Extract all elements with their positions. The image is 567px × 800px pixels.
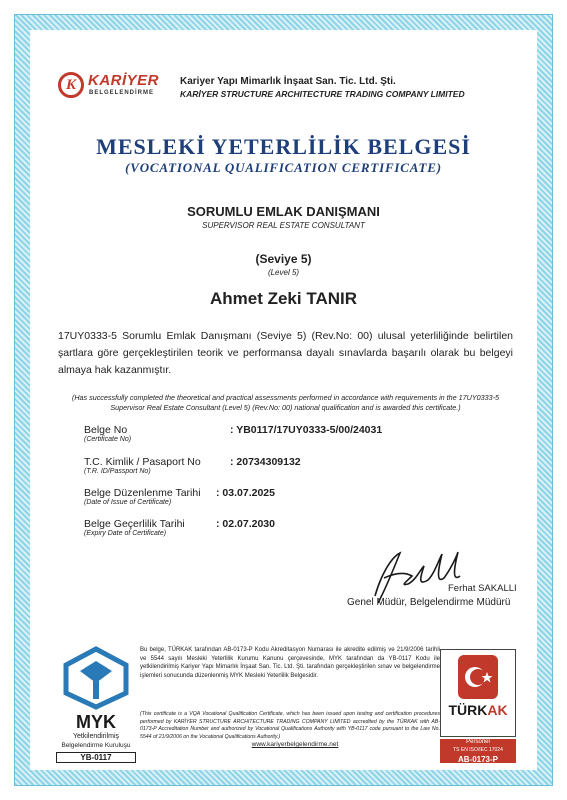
turkak-code: AB-0173-P [457,755,498,764]
turkak-scope: Personel [466,739,490,745]
logo-name: KARİYER [88,72,160,89]
myk-name: MYK [76,712,116,732]
holder-name: Ahmet Zeki TANIR [209,289,358,308]
field-value: : 03.07.2025 [216,487,275,499]
myk-label-2: Belgelendirme Kuruluşu [61,742,131,749]
qualification-name: SORUMLU EMLAK DANIŞMANI [187,204,380,219]
field-id-no [84,456,524,475]
signatory-title: Genel Müdür, Belgelendirme Müdürü [347,597,511,608]
turkish-flag-icon [458,655,498,699]
myk-logo [56,645,136,760]
certificate-title: MESLEKİ YETERLİLİK BELGESİ [96,134,471,159]
field-value: : 02.07.2030 [216,518,275,530]
turkak-accreditation-mark [440,645,516,765]
kariyer-logo [58,70,168,104]
field-label: T.C. Kimlik / Pasaport No [84,456,201,468]
turkak-word [440,702,516,718]
statement-tr: 17UY0333-5 Sorumlu Emlak Danışmanı (Seviye 5) (Rev.No: 00) ulusal yeterliliğinde belirtilen şartlara göre gerçekleştirilen teorik ve performansa dayalı sınavlarda başarılı olarak bu belgeyi almaya hak kazanmıştır. [58,330,513,376]
company-name-en: KARİYER STRUCTURE ARCHITECTURE TRADING COMPANY LIMITED [180,89,465,99]
field-issue-date [84,487,524,506]
qualification-name-en: SUPERVISOR REAL ESTATE CONSULTANT [202,221,365,230]
kariyer-k-icon: K [58,72,84,98]
field-value: : 20734309132 [230,456,301,468]
field-label-en: (Expiry Date of Certificate) [84,530,167,537]
qualification-level-en: (Level 5) [267,268,300,277]
turkak-word-a: TÜRK [448,702,488,718]
myk-emblem-icon [56,645,136,715]
signatory-name: Ferhat SAKALLI [448,583,517,594]
footer-text-en: (This certificate is a VQA Vocational Qualification Certificate, which has been issued upon testing and certification procedures performed by KARİYER STRUCTURE ARCHITECTURE TRADING COMPANY LIMITED accredited by the TÜRKAK with AB-0173-P Accreditation Number and authorized by Vocational Qualifications Authority with YB-0117 code pursuant to the Law No. 5544 of 21/9/2006 on the Vocational Qualifications Authority.) [140,711,440,740]
turkak-word-b: AK [487,702,508,718]
field-label: Belge Düzenlenme Tarihi [84,487,201,499]
qualification-level: (Seviye 5) [255,252,312,266]
statement-en: (Has successfully completed the theoretical and practical assessments performed in accordance with requirements in the 17UY0333-5 Supervisor Real Estate Consultant (Level 5) (Rev.No: 00) national qualification and is awarded this certificate.) [71,393,500,412]
field-label-en: (Date of Issue of Certificate) [84,499,172,506]
company-name-tr: Kariyer Yapı Mimarlık İnşaat San. Tic. Ltd. Şti. [180,76,396,87]
footer-text-tr: Bu belge, TÜRKAK tarafından AB-0173-P Kodu Akreditasyon Numarası ile akredite edilmiş ve 21/9/2006 tarihli ve 5544 sayılı Mesleki Yeterlilik Kurumu Kanunu çerçevesinde, MYK tarafından da YB-0117 Kodu ile yetkilendirilmiş Kariyer Yapı Mimarlık İnşaat San. Tic. Ltd. Şti. tarafından gerçekleştirilen sınav ve belgelendirme işlemleri sonucunda düzenlenmiş MYK Mesleki Yeterlilik Belgesidir. [140,647,440,679]
turkak-standard: TS EN ISO/IEC 17024 [453,747,503,753]
field-label-en: (Certificate No) [84,436,132,443]
website-link[interactable]: www.kariyerbelgelendirme.net [251,741,339,748]
field-certificate-no [84,424,524,443]
field-label: Belge No [84,424,128,436]
certificate-subtitle: (VOCATIONAL QUALIFICATION CERTIFICATE) [125,160,442,175]
field-value: : YB0117/17UY0333-5/00/24031 [230,424,383,436]
logo-subtitle: BELGELENDİRME [89,90,155,96]
field-expiry-date [84,518,524,537]
myk-code: YB-0117 [56,752,136,763]
field-label-en: (T.R. ID/Passport No) [84,468,151,475]
myk-label: Yetkilendirilmiş [72,733,120,740]
company-block [180,76,520,99]
field-label: Belge Geçerlilik Tarihi [84,518,185,530]
